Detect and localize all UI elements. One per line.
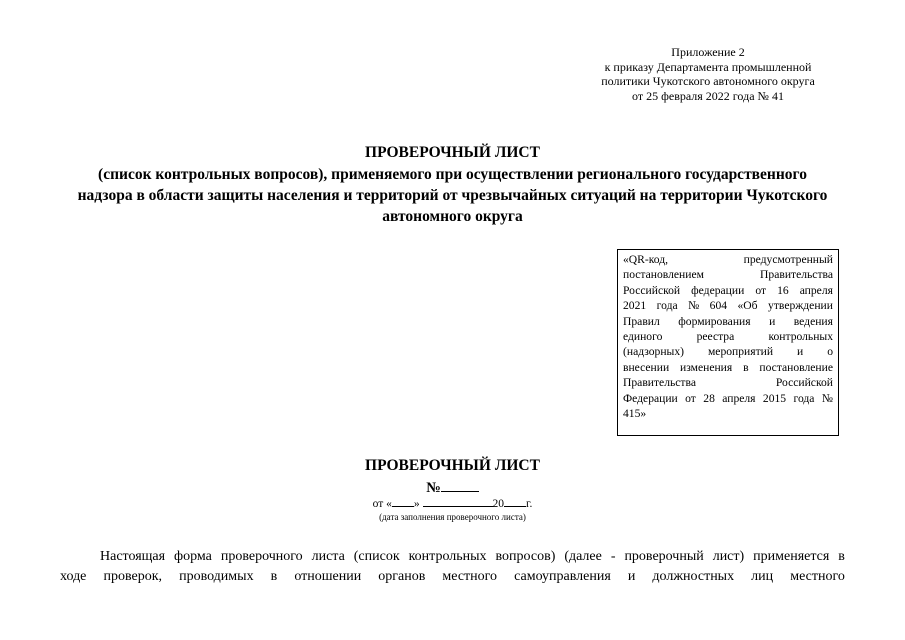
qr-word: Правительства	[760, 268, 833, 282]
checklist-number	[0, 477, 905, 497]
year-blank-field	[504, 495, 526, 507]
qr-word: Российской	[775, 376, 833, 390]
month-blank-field	[423, 495, 493, 507]
body-word: проводимых	[179, 569, 254, 584]
body-word: проверок,	[103, 569, 163, 584]
appendix-line: Приложение 2	[671, 45, 745, 59]
body-word: местного	[442, 569, 498, 584]
qr-text-line	[623, 344, 833, 359]
qr-word: 2021	[623, 299, 647, 313]
qr-word: «Об	[737, 299, 758, 313]
appendix-line: от 25 февраля 2022 года № 41	[632, 88, 784, 103]
qr-word: и	[769, 314, 776, 328]
checklist-date	[0, 495, 905, 511]
qr-text-line	[623, 375, 833, 390]
qr-word: реестра	[696, 330, 735, 344]
body-line	[60, 567, 845, 587]
qr-word: №	[821, 391, 833, 405]
qr-text-line	[623, 406, 833, 421]
qr-word: Федерации	[623, 391, 678, 405]
qr-word: контрольных	[768, 330, 833, 344]
body-word: контрольных	[408, 549, 487, 564]
qr-word: внесении	[623, 360, 670, 374]
body-word: ходе	[60, 569, 87, 584]
subtitle-line: надзора в области защиты населения и территорий от чрезвычайных ситуаций на территории Чукотского	[77, 187, 828, 204]
date-year: 20	[492, 498, 505, 510]
qr-word: предусмотренный	[743, 253, 833, 266]
body-word: (список	[353, 549, 400, 564]
number-blank-field	[441, 477, 479, 492]
body-word: форма	[174, 549, 212, 564]
qr-word: «QR-код,	[623, 253, 669, 266]
qr-word: 2015	[762, 391, 787, 405]
qr-word: Российской	[623, 283, 681, 297]
qr-word: 28	[703, 391, 715, 405]
qr-word: апреля	[799, 283, 833, 297]
qr-word: года	[793, 391, 815, 405]
qr-text-line	[623, 314, 833, 329]
body-word: листа	[311, 549, 345, 564]
body-word: и	[627, 569, 636, 584]
qr-word: изменения	[680, 360, 733, 374]
qr-word: утверждении	[768, 299, 833, 313]
qr-word: года	[656, 299, 678, 313]
body-word: местного	[790, 569, 845, 584]
subtitle-line: (список контрольных вопросов), применяемого при осуществлении регионального государственного	[98, 166, 807, 183]
qr-text-line	[623, 267, 833, 282]
body-word: вопросов)	[495, 549, 556, 564]
qr-word: от	[685, 391, 696, 405]
date-prefix: от «	[372, 498, 392, 510]
body-word: Настоящая	[100, 549, 166, 564]
qr-word: формирования	[678, 314, 751, 328]
qr-text-line	[623, 283, 833, 298]
number-label: №	[426, 480, 441, 496]
appendix-line: к приказу Департамента промышленной	[604, 59, 812, 74]
qr-text-line	[623, 329, 833, 344]
qr-word: постановление	[759, 360, 833, 374]
qr-text-line	[623, 298, 833, 313]
date-suffix: г.	[526, 498, 533, 510]
qr-word: о	[827, 345, 833, 359]
date-mid: »	[413, 498, 420, 510]
day-blank-field	[392, 495, 414, 507]
qr-word: федерации	[691, 283, 745, 297]
document-title: ПРОВЕРОЧНЫЙ ЛИСТ	[365, 144, 540, 161]
qr-word: в	[743, 360, 749, 374]
body-word: лист)	[712, 549, 745, 564]
body-word: применяется	[753, 549, 830, 564]
checklist-title: ПРОВЕРОЧНЫЙ ЛИСТ	[365, 457, 540, 474]
qr-word: от	[755, 283, 767, 297]
body-word: органов	[378, 569, 426, 584]
qr-word: мероприятий	[707, 345, 774, 359]
body-word: в	[838, 549, 845, 564]
date-caption: (дата заполнения проверочного листа)	[379, 512, 526, 522]
body-paragraph	[60, 547, 845, 587]
qr-word: Правительства	[623, 376, 696, 390]
subtitle-line: автономного округа	[382, 208, 523, 225]
qr-word: апреля	[722, 391, 756, 405]
qr-word: (надзорных)	[623, 345, 685, 359]
qr-word: ведения	[793, 314, 833, 328]
body-word: проверочный	[624, 549, 704, 564]
qr-word: №	[688, 299, 700, 313]
document-subtitle	[50, 164, 855, 227]
qr-word: 604	[709, 299, 728, 313]
qr-word: 415»	[623, 407, 647, 421]
qr-word: и	[797, 345, 804, 359]
body-word: проверочного	[220, 549, 303, 564]
qr-word: постановлением	[623, 268, 704, 282]
qr-word: Правил	[623, 314, 660, 328]
body-word: лиц	[751, 569, 774, 584]
appendix-line: политики Чукотского автономного округа	[601, 74, 815, 89]
qr-code-placeholder-box	[617, 249, 839, 436]
appendix-note	[588, 45, 828, 103]
body-word: отношении	[294, 569, 362, 584]
qr-text-line	[623, 360, 833, 375]
body-word: должностных	[652, 569, 735, 584]
qr-text-line	[623, 391, 833, 406]
body-word: -	[610, 549, 616, 564]
body-word: самоуправления	[514, 569, 611, 584]
qr-text-line	[623, 252, 833, 267]
qr-word: единого	[623, 330, 663, 344]
qr-word: 16	[777, 283, 789, 297]
body-word: (далее	[564, 549, 602, 564]
body-line	[60, 547, 845, 567]
body-word: в	[270, 569, 278, 584]
